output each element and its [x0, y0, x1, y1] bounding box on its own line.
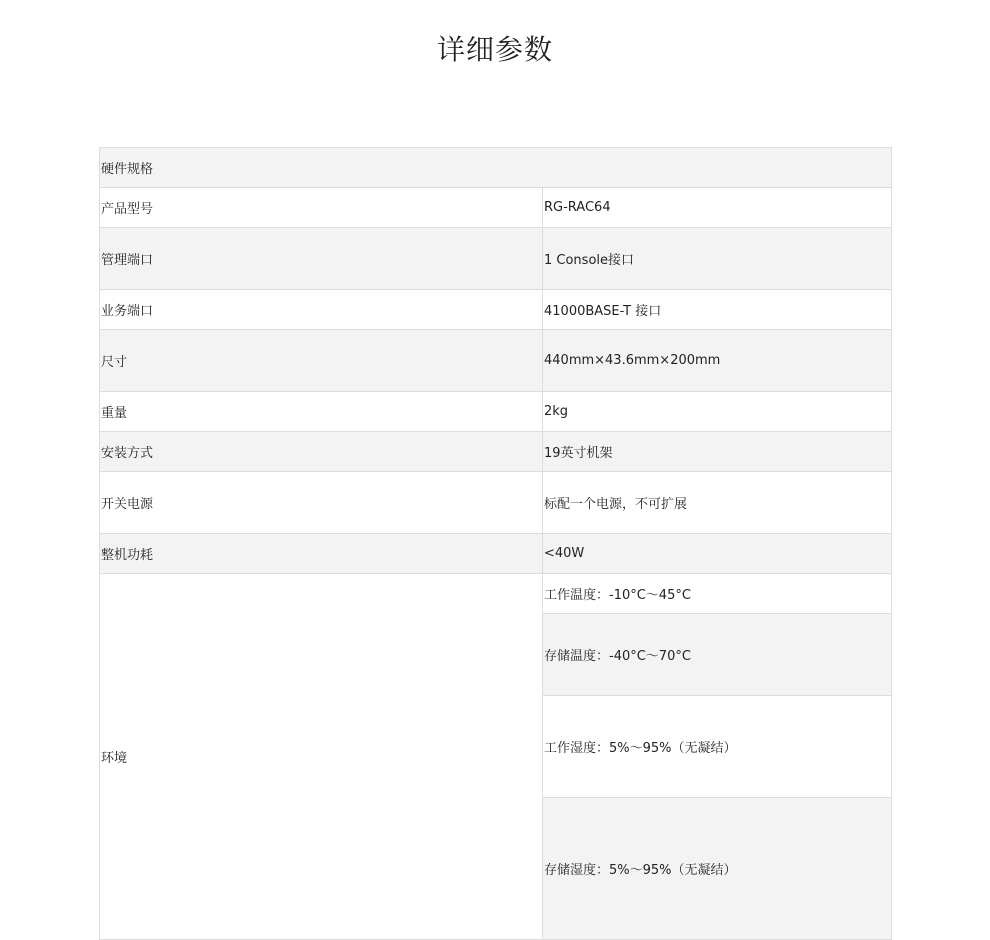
table-row	[100, 188, 892, 228]
row-value: 标配一个电源，不可扩展	[543, 472, 892, 534]
row-label: 重量	[100, 392, 543, 432]
environment-value: 存储湿度：5%～95%（无凝结）	[543, 798, 892, 940]
page-title: 详细参数	[436, 33, 553, 66]
row-value: 2kg	[543, 392, 892, 432]
row-value: RG-RAC64	[543, 188, 892, 228]
environment-value: 存储温度：-40°C～70°C	[543, 614, 892, 696]
table-row	[100, 330, 892, 392]
table-row	[100, 290, 892, 330]
table-section-header-row	[100, 148, 892, 188]
row-label: 管理端口	[100, 228, 543, 290]
environment-label: 环境	[100, 574, 543, 940]
row-label: 开关电源	[100, 472, 543, 534]
table-row	[100, 228, 892, 290]
environment-value: 工作温度：-10°C～45°C	[543, 574, 892, 614]
row-value: 41000BASE-T 接口	[543, 290, 892, 330]
row-value: 1 Console接口	[543, 228, 892, 290]
spec-table	[99, 147, 892, 940]
row-label: 尺寸	[100, 330, 543, 392]
row-label: 安装方式	[100, 432, 543, 472]
row-value: <40W	[543, 534, 892, 574]
row-label: 业务端口	[100, 290, 543, 330]
row-label: 整机功耗	[100, 534, 543, 574]
row-label: 产品型号	[100, 188, 543, 228]
table-row	[100, 534, 892, 574]
row-value: 440mm×43.6mm×200mm	[543, 330, 892, 392]
table-row	[100, 392, 892, 432]
environment-value: 工作湿度：5%～95%（无凝结）	[543, 696, 892, 798]
table-row	[100, 432, 892, 472]
row-value: 19英寸机架	[543, 432, 892, 472]
table-row	[100, 472, 892, 534]
table-row-environment	[100, 574, 892, 614]
section-header: 硬件规格	[100, 148, 892, 188]
